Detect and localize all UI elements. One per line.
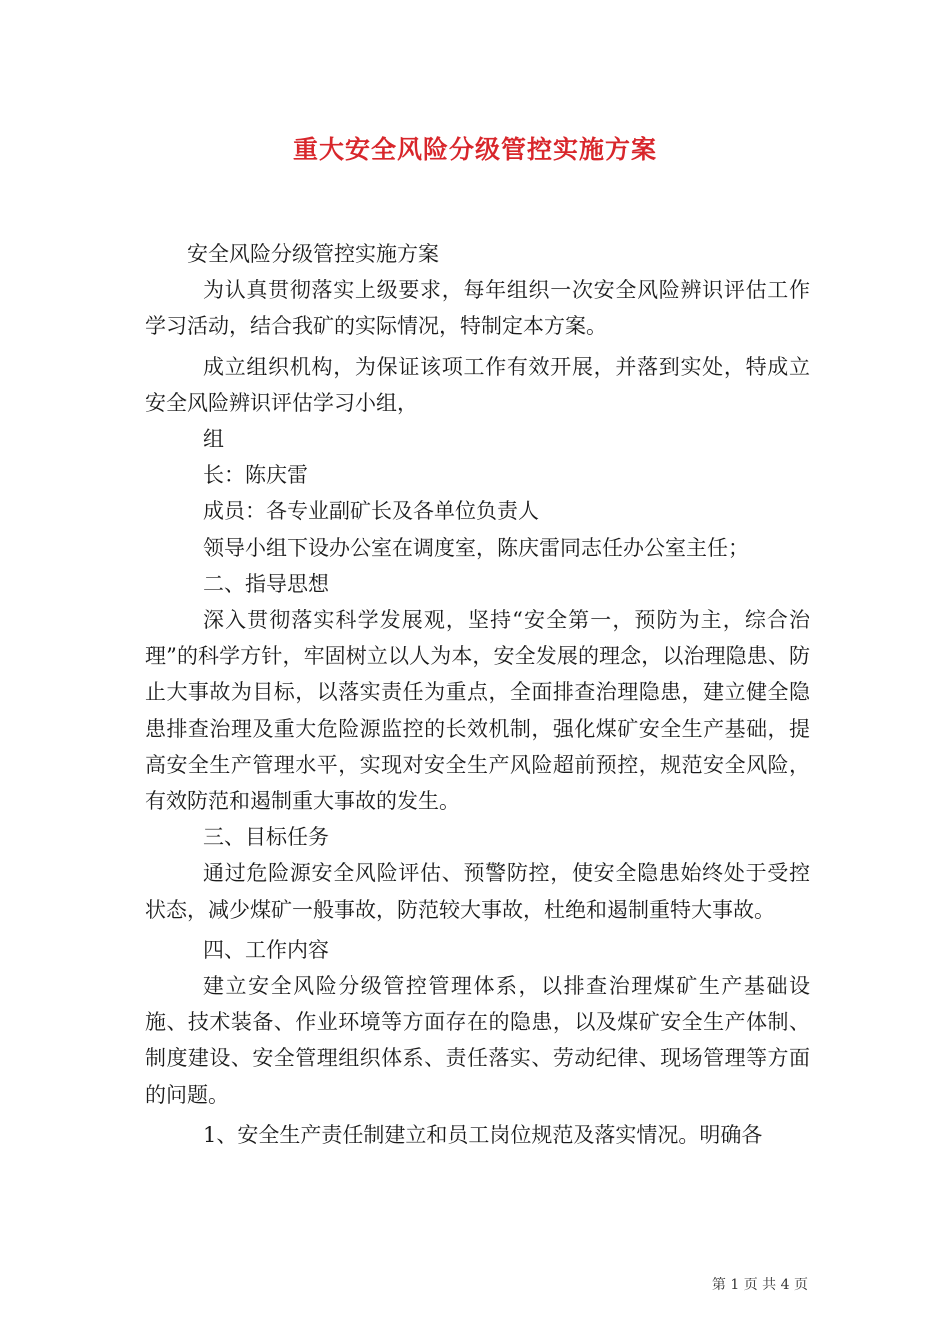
document-title: 重大安全风险分级管控实施方案 bbox=[292, 135, 657, 164]
paragraph-item-1: 1、安全生产责任制建立和员工岗位规范及落实情况。明确各 bbox=[203, 1122, 763, 1147]
paragraph-intro: 为认真贯彻落实上级要求，每年组织一次安全风险辨识评估工作学习活动，结合我矿的实际情况，特制定本方案。 bbox=[145, 278, 810, 339]
paragraph-members: 成员：各专业副矿长及各单位负责人 bbox=[203, 499, 539, 524]
page-indicator: 第 1 页 共 4 页 bbox=[711, 1277, 808, 1293]
section-heading-objectives: 三、目标任务 bbox=[203, 825, 329, 850]
paragraph-objectives: 通过危险源安全风险评估、预警防控，使安全隐患始终处于受控状态，减少煤矿一般事故，防范较大事故，杜绝和遏制重特大事故。 bbox=[145, 861, 810, 922]
document-body bbox=[145, 236, 810, 1153]
paragraph-group-leader: 长：陈庆雷 bbox=[203, 463, 308, 488]
section-heading-work-content: 四、工作内容 bbox=[203, 937, 329, 962]
section-heading-guiding-ideology: 二、指导思想 bbox=[203, 571, 329, 596]
paragraph-office: 领导小组下设办公室在调度室，陈庆雷同志任办公室主任； bbox=[203, 535, 749, 560]
paragraph-guiding-ideology: 深入贯彻落实科学发展观，坚持“安全第一，预防为主，综合治理”的科学方针，牢固树立以人为本，安全发展的理念，以治理隐患、防止大事故为目标，以落实责任为重点，全面排查治理隐患，建立健全隐患排查治理及重大危险源监控的长效机制，强化煤矿安全生产基础，提高安全生产管理水平，实现对安全生产风险超前预控，规范安全风险，有效防范和遏制重大事故的发生。 bbox=[145, 608, 810, 814]
paragraph-work-content: 建立安全风险分级管控管理体系，以排查治理煤矿生产基础设施、技术装备、作业环境等方面存在的隐患，以及煤矿安全生产体制、制度建设、安全管理组织体系、责任落实、劳动纪律、现场管理等方面的问题。 bbox=[145, 974, 810, 1107]
paragraph-group-label: 组 bbox=[203, 427, 224, 452]
paragraph-organization: 成立组织机构，为保证该项工作有效开展，并落到实处，特成立安全风险辨识评估学习小组， bbox=[145, 354, 810, 415]
paragraph-subtitle: 安全风险分级管控实施方案 bbox=[187, 242, 439, 266]
